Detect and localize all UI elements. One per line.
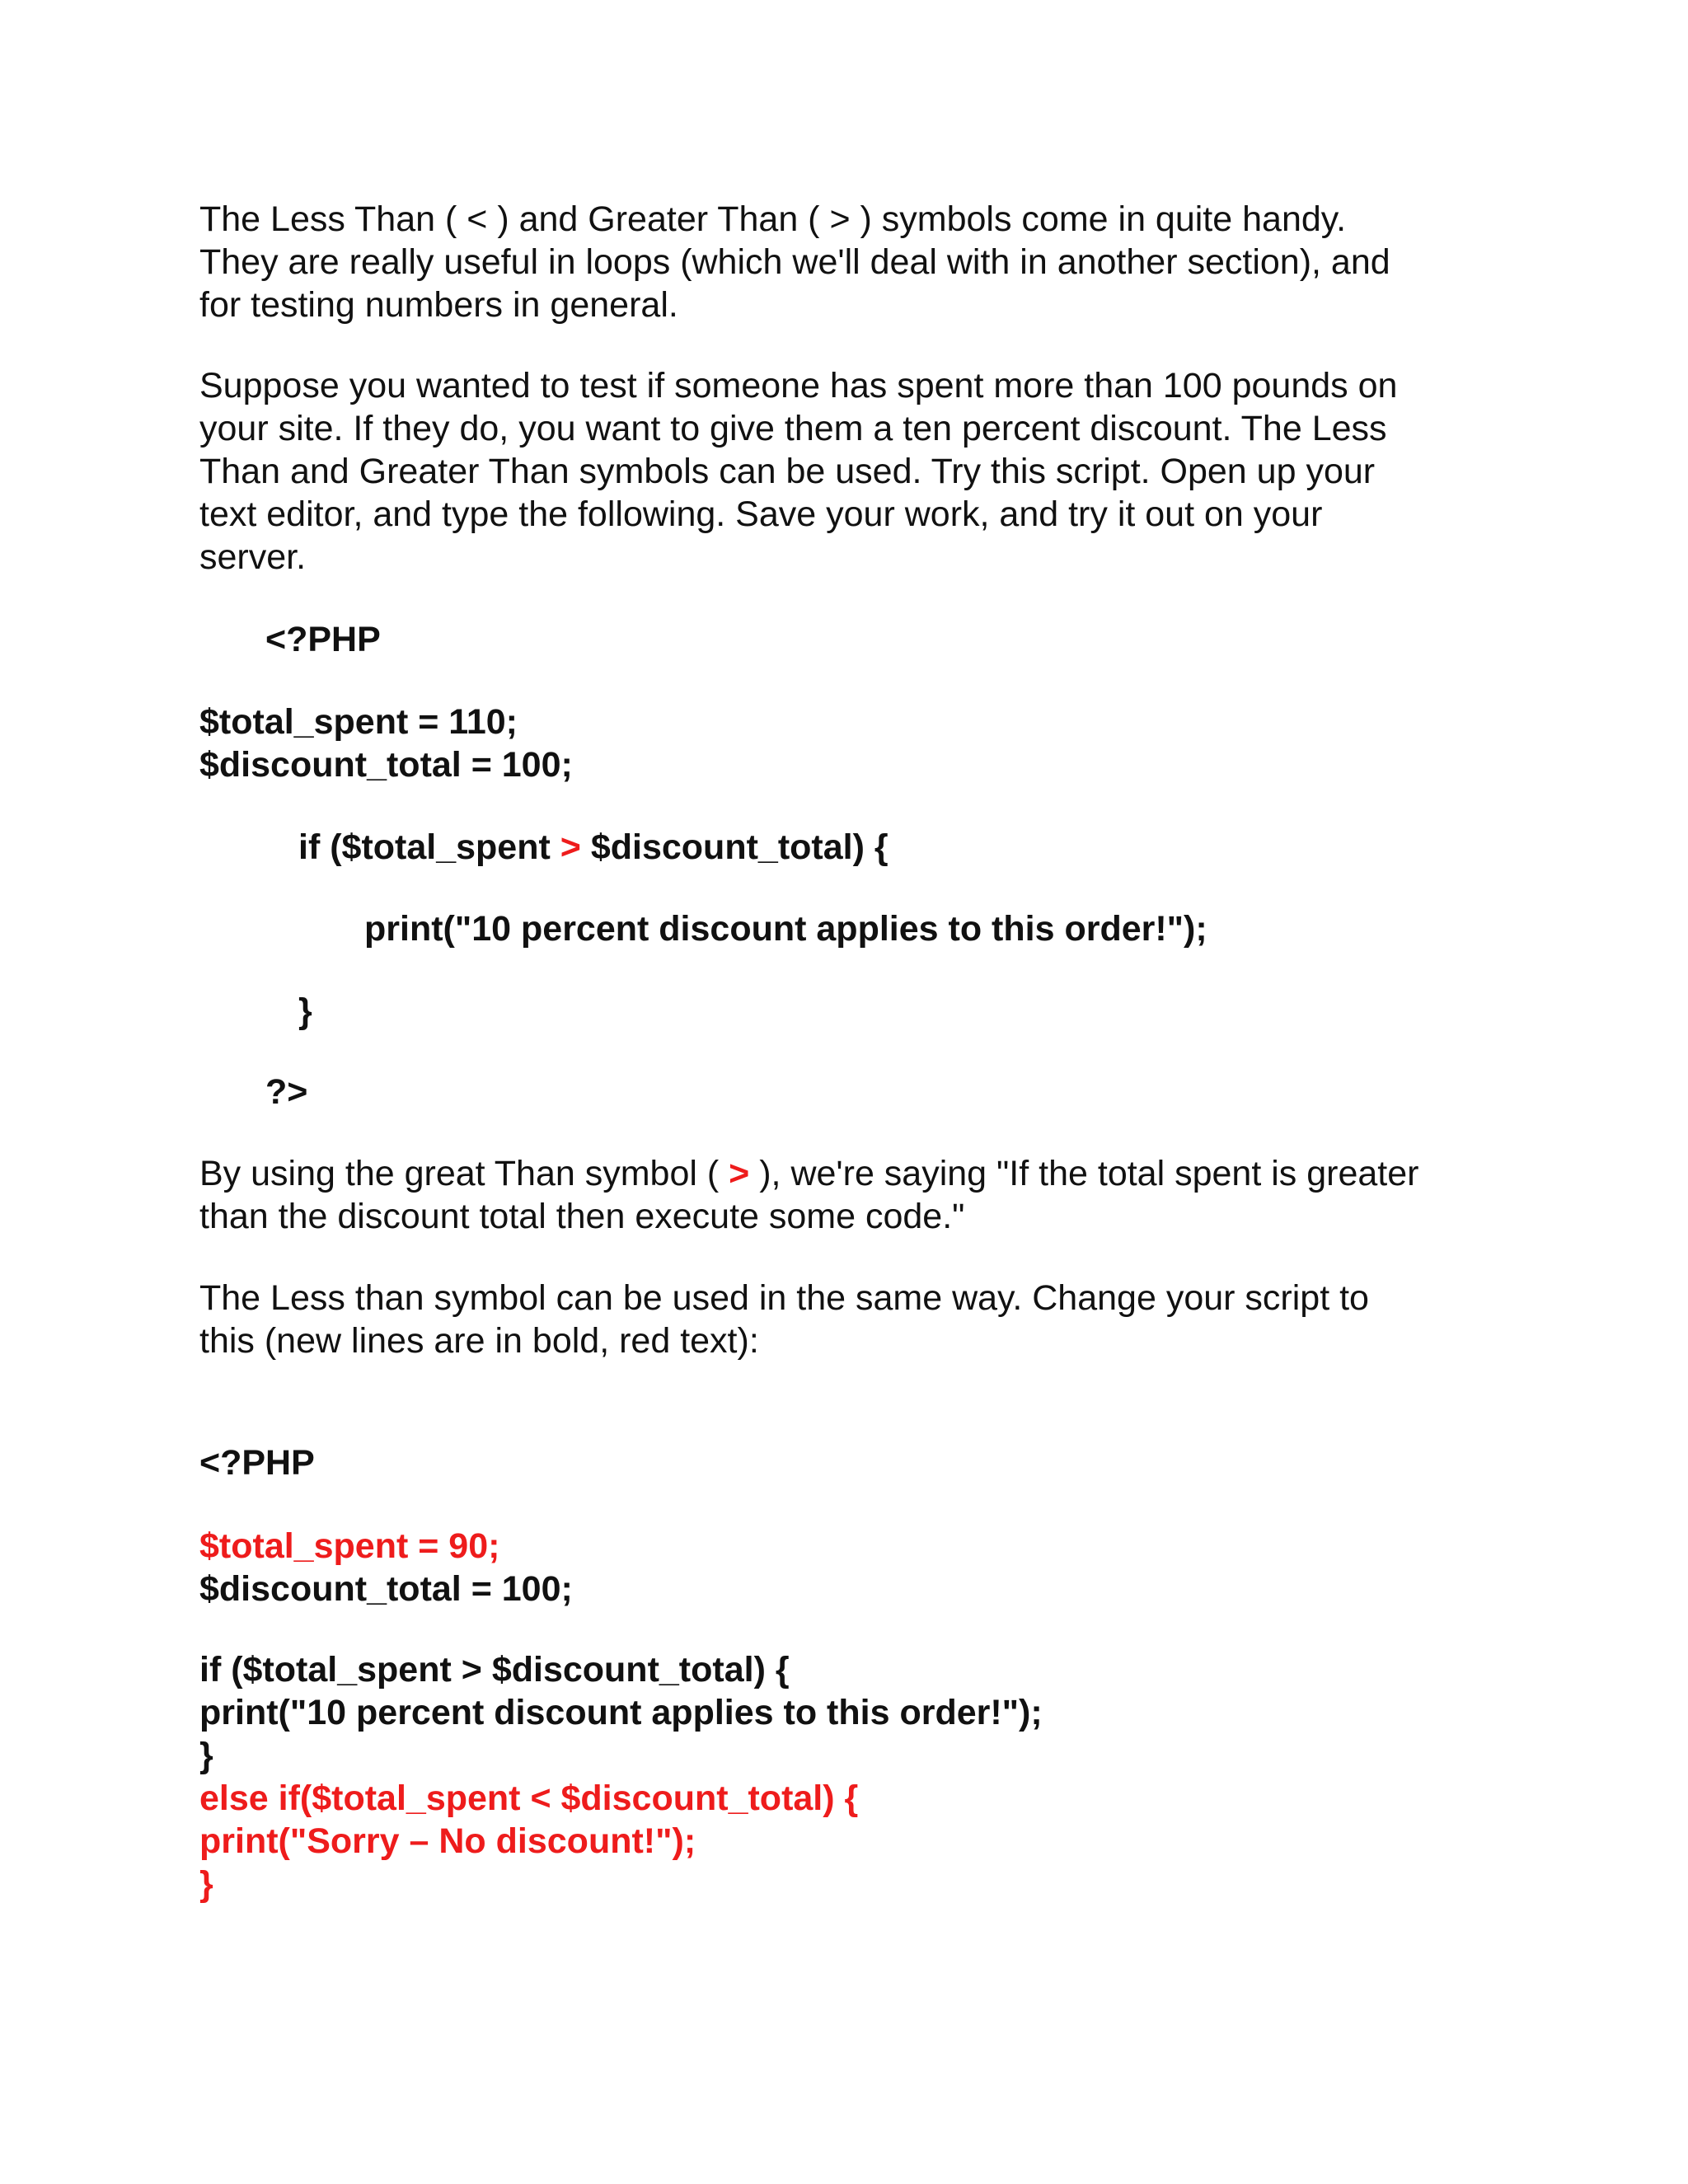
code1-close-tag: ?> — [265, 1072, 308, 1112]
suppose-line-2: your site. If they do, you want to give them a ten percent discount. The Less — [199, 409, 1387, 448]
code1-print-line: print("10 percent discount applies to this order!"); — [364, 909, 1207, 949]
explain-text-before: By using the great Than symbol ( — [199, 1154, 729, 1193]
code2-close-brace-new: } — [199, 1864, 213, 1904]
intro-line-1: The Less Than ( < ) and Greater Than ( > ) symbols come in quite handy. — [199, 199, 1347, 239]
code2-conditional-block — [199, 1648, 1043, 1905]
explain-paragraph — [199, 1152, 1418, 1238]
code2-var-discount-total: $discount_total = 100; — [199, 1569, 573, 1609]
code2-close-brace: } — [199, 1736, 213, 1775]
suppose-line-4: text editor, and type the following. Save your work, and try it out on your — [199, 494, 1323, 534]
code1-if-before: if ($total_spent — [298, 827, 560, 867]
code1-var-discount-total: $discount_total = 100; — [199, 745, 573, 785]
code2-if-line: if ($total_spent > $discount_total) { — [199, 1650, 790, 1690]
suppose-line-5: server. — [199, 537, 307, 577]
code2-var-total-spent-new: $total_spent = 90; — [199, 1526, 500, 1566]
suppose-line-3: Than and Greater Than symbols can be used. Try this script. Open up your — [199, 452, 1376, 491]
code1-var-total-spent: $total_spent = 110; — [199, 702, 518, 742]
code2-variables — [199, 1525, 573, 1610]
explain-greater-than-symbol: > — [729, 1154, 750, 1193]
suppose-line-1: Suppose you wanted to test if someone has spent more than 100 pounds on — [199, 366, 1398, 405]
code1-if-line — [298, 826, 889, 869]
explain-line-2: than the discount total then execute some code." — [199, 1197, 965, 1236]
less-than-line-2: this (new lines are in bold, red text): — [199, 1321, 759, 1361]
code1-close-brace: } — [298, 991, 312, 1031]
code2-else-if-line-new: else if($total_spent < $discount_total) { — [199, 1779, 859, 1818]
intro-line-3: for testing numbers in general. — [199, 285, 678, 325]
explain-line-1 — [199, 1152, 1418, 1195]
code2-print-sorry-new: print("Sorry – No discount!"); — [199, 1821, 696, 1861]
code1-variables — [199, 701, 573, 786]
code1-if-operator: > — [560, 827, 581, 867]
intro-line-2: They are really useful in loops (which we'll deal with in another section), and — [199, 242, 1390, 282]
code2-print-line: print("10 percent discount applies to this order!"); — [199, 1693, 1043, 1732]
code2-open-tag: <?PHP — [199, 1443, 315, 1483]
code1-open-tag: <?PHP — [265, 620, 381, 659]
explain-text-after: ), we're saying "If the total spent is greater — [749, 1154, 1419, 1193]
intro-paragraph — [199, 198, 1390, 326]
less-than-line-1: The Less than symbol can be used in the same way. Change your script to — [199, 1278, 1369, 1318]
suppose-paragraph — [199, 364, 1397, 579]
code1-if-after: $discount_total) { — [580, 827, 889, 867]
less-than-paragraph — [199, 1277, 1369, 1362]
